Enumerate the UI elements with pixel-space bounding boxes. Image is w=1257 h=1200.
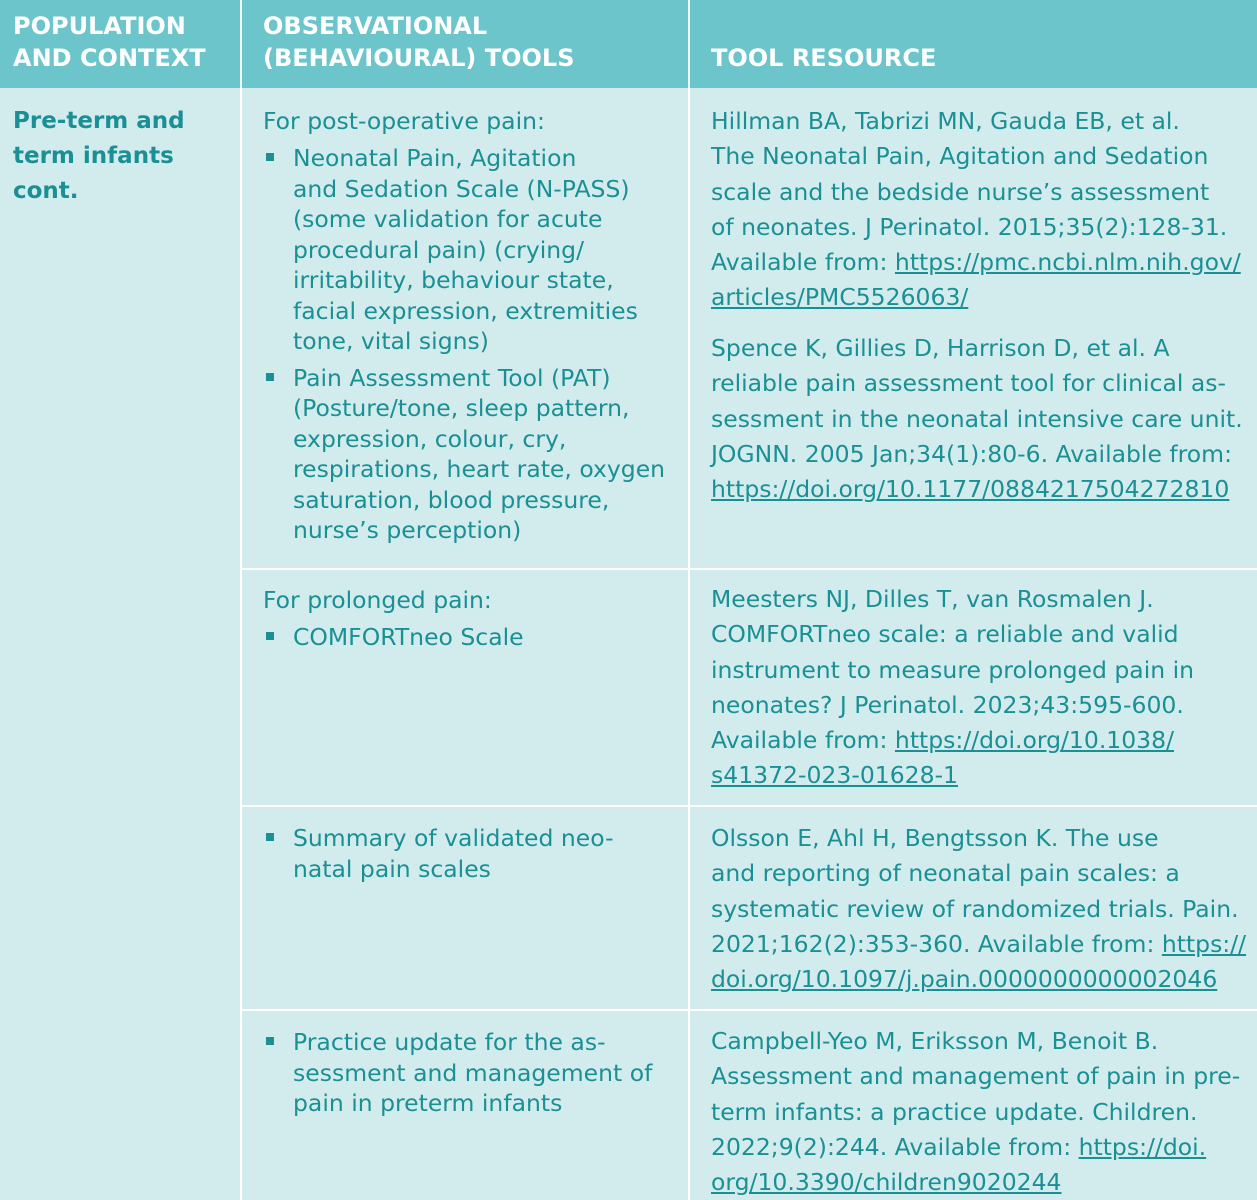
row-divider: [240, 805, 1257, 807]
reference-link[interactable]: https://doi.org/10.1177/0884217504272810: [711, 475, 1230, 504]
reference-spence: Spence K, Gillies D, Harrison D, et al. A reliable pain assessment tool for clinical as- sessment in the neonatal intensive care unit. JOGNN. 2005 Jan;34(1):80-6. Available from: https://doi.org/10.1177/0884217504272810: [711, 334, 1243, 504]
bullet-square-icon: [266, 373, 274, 381]
header-observational-tools: OBSERVATIONAL (BEHAVIOURAL) TOOLS: [263, 12, 575, 72]
column-divider: [688, 88, 690, 1200]
reference-olsson: Olsson E, Ahl H, Bengtsson K. The use and reporting of neonatal pain scales: a systematic review of randomized trials. Pain. 2021;162(2):353-360. Available from: https:// doi.org/10.1097/j.pain.0000000000002046: [711, 824, 1247, 994]
column-divider: [240, 88, 242, 1200]
row-divider: [240, 568, 1257, 570]
row-post-operative-tools: [263, 105, 683, 546]
row-label: For prolonged pain:: [263, 586, 492, 614]
reference-link[interactable]: doi.org/10.1097/j.pain.0000000000002046: [711, 965, 1218, 994]
reference-link[interactable]: https://doi.: [1078, 1132, 1207, 1161]
reference-meesters: Meesters NJ, Dilles T, van Rosmalen J. COMFORTneo scale: a reliable and valid instrument to measure prolonged pain in neonates? J Perinatol. 2023;43:595-600. Available from: https://doi.org/10.1038/ s41372-023-01628-1: [711, 585, 1195, 790]
bullet-square-icon: [266, 153, 274, 161]
population-context: Pre-term and term infants cont.: [13, 108, 185, 204]
list-item: Practice update for the as- sessment and management of pain in preterm infants: [263, 1027, 683, 1119]
row-summary-tools: [263, 819, 683, 884]
list-item: COMFORTneo Scale: [263, 622, 683, 653]
reference-link[interactable]: https://: [1161, 929, 1247, 958]
row-label: For post-operative pain:: [263, 107, 545, 135]
reference-campbell-yeo: Campbell-Yeo M, Eriksson M, Benoit B. Assessment and management of pain in pre- term infants: a practice update. Children. 2022;9(2):244. Available from: https://doi. org/10.3390/children9020244: [711, 1027, 1241, 1197]
bullet-square-icon: [266, 1037, 274, 1045]
list-item: Summary of validated neo- natal pain scales: [263, 823, 683, 884]
reference-link[interactable]: https://pmc.ncbi.nlm.nih.gov/: [894, 248, 1241, 277]
bullet-square-icon: [266, 632, 274, 640]
table-header: [0, 0, 1257, 88]
reference-link[interactable]: articles/PMC5526063/: [711, 283, 969, 312]
reference-hillman: Hillman BA, Tabrizi MN, Gauda EB, et al. The Neonatal Pain, Agitation and Sedation scale and the bedside nurse’s assessment of neonates. J Perinatol. 2015;35(2):128-31. Available from: https://pmc.ncbi.nlm.nih.gov/ articles/PMC5526063/: [711, 107, 1241, 312]
row-prolonged-tools: [263, 584, 683, 653]
list-item: Neonatal Pain, Agitation and Sedation Scale (N-PASS) (some validation for acute procedural pain) (crying/ irritability, behaviour state, facial expression, extremities tone, vital signs): [263, 143, 683, 357]
bullet-square-icon: [266, 833, 274, 841]
row-divider: [240, 1009, 1257, 1011]
reference-link[interactable]: s41372-023-01628-1: [711, 761, 959, 790]
list-item: Pain Assessment Tool (PAT) (Posture/tone, sleep pattern, expression, colour, cry, respirations, heart rate, oxygen saturation, blood pressure, nurse’s perception): [263, 363, 683, 546]
header-divider: [240, 0, 242, 88]
row-practice-update-tools: [263, 1023, 683, 1119]
reference-link[interactable]: org/10.3390/children9020244: [711, 1168, 1062, 1197]
header-tool-resource: TOOL RESOURCE: [711, 44, 937, 72]
reference-link[interactable]: https://doi.org/10.1038/: [894, 726, 1175, 755]
header-population: POPULATION AND CONTEXT: [13, 12, 206, 72]
header-divider: [688, 0, 690, 88]
